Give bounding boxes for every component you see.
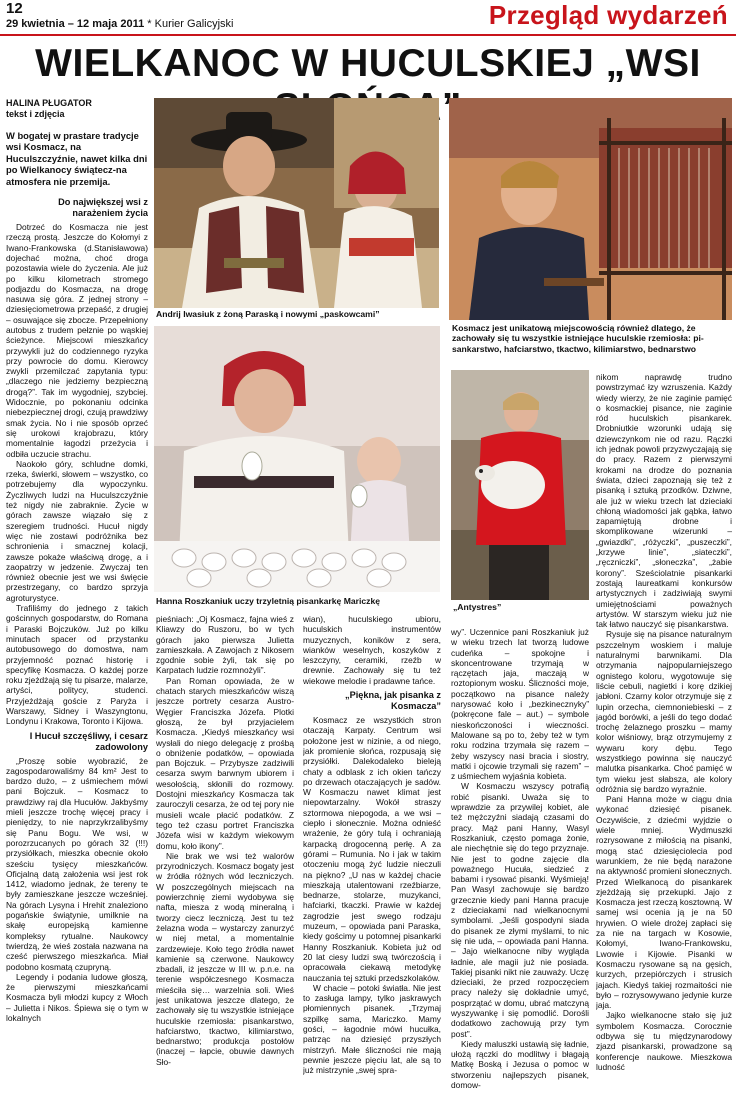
section-title: Przegląd wydarzeń — [488, 0, 728, 30]
paragraph: „Proszę sobie wyobrazić, że zagospodarowaliśmy 84 km² Jest to bardzo dużo, – z uśmiechem mówi pani Bojczuk. – Kosmacz to prawdziwy raj dla Hucułów. Jakbyśmy mieli jeszcze trochę więcej pracy i pieniędzy, to nie naprzykrzalibyśmy się Panu Bogu. We wsi, w porozrzucanych po górach 32 (!!!) przysiółkach, mieszka obecnie około sześciu tysięcy mieszkańców. Oficjalną datą założenia wsi jest rok 1412, wiadomo jednak, że tereny te były zamieszkane jeszcze wcześniej. Na górach Lysyna i Hrehit znaleziono pogańskie świątynie, umilknie na skałę europejską kamienne kompleksy rytualne. Naukowcy twierdzą, że wieś została nazwana na cześć pierwszego mieszkańca. Miał podobno kosmatą czupryną. — [6, 755, 148, 972]
page-number: 12 — [6, 0, 23, 17]
paragraph: wian), huculskiego ubioru, huculskich instrumentów muzycznych, koników z sera, wianków weselnych, koszyków z leszczyny, ceramiki, rzeźb w drewnie. Zachowały się tu też wiekowe melodie i pradawne tańce. — [303, 614, 441, 686]
caption-photo-couple: Andrij Iwasiuk z żoną Paraską i nowymi „paskowcami” — [156, 309, 380, 319]
photo-weaver — [449, 98, 732, 320]
header-rule — [0, 34, 736, 36]
paragraph: Kiedy maluszki ustawią się ładnie, ułożą rączki do modlitwy i błagają Matkę Boską i Jezusa o pomoc w stworzeniu najlepszych pisanek, domow- — [451, 1038, 589, 1091]
photo-couple — [154, 98, 439, 308]
paragraph: pieśniach: „Oj Kosmacz, fajna wieś z Kliawzy do Ruszoru, bo w tych górach jako pierwsza Julietta zamieszkała. A Zawojach z Nikosem zgodnie sobie żyli, tak się po Karpatach ludzie rozmnożyli”. — [156, 614, 294, 676]
dateline-separator: * — [144, 18, 155, 30]
paragraph: wy”. Uczennice pani Roszkaniuk już w wieku trzech lat tworzą ludowe cudeńka – spokojne i skoncentrowane trzymają w rączętach jaja, maczają w roztopionym wosku. Śliczności moje, początkowo na pisance należy narysować koło i „bezkinecznyky” (pokręcone fale – aut.) – symbole nieskończoności i wieczności. Malowane są po to, żeby też w tym roku rodzina trzymała się razem – żeby wszyscy nasi bracia i siostry, matki i ojcowie trzymali się razem” – z uśmiechem wyjaśnia kobieta. — [451, 627, 589, 782]
paragraph: Pani Hanna może w ciągu dnia wykonać dziesięć pisanek. Oczywiście, z dziećmi wyjdzie o wiele mniej. Wydmuszki rozrysowane z miłością na pisanki, mogą stać dziesięciolecia pod warunkiem, że nie będą narażone na aktywność promieni słonecznych. Przed Wielkanocą do pisankarek zjeżdżają się przekupki. Jajo z Kosmacza jest rzeczą kosztowną. W samej wsi ocenia ją je na 50 hrywien. O wiele drożej zapłaci się za nie na targach w Kosowie, Kołomyi, Iwano-Frankowsku, Lwowie i Kijowie. Pisanki w Kosmaczu rysowane są na gęsich, kurzych, przepiórczych i strusich jajach. Kiedyś takiej rozmaitości nie było – rozrysowywano jedynie kurze jaja. — [596, 794, 732, 1011]
subhead-2: I Hucuł szczęśliwy, i cesarz zadowolony — [29, 730, 148, 752]
caption-photo-weaver: Kosmacz jest unikatową miejscowością również dlatego, że zachowały się tu wszystkie istniejące huculskie rzemiosła: pi-sankarstwo, hafciarstwo, tkactwo, kilimiarstwo, bednarstwo — [452, 323, 704, 354]
paragraph: Naokoło góry, schludne domki, rzeka, świerki, słowem – wszystko, co potrzebujemy dla wypoczynku. Życzliwych ludzi na Huculszczyźnie też nigdy nie zabraknie. Życie w górach zawsze wiązało się z szeregiem trudności. Hucuł nigdy więc nie zostawi podróżnika bez schronienia i smacznej kolacji, zawsze pokaże właściwą drogę, a i zaopatrzy w jedzenie. Zwyczaj ten również obecnie jest we wsi święcie przestrzegany, co bardzo sprzyja agroturystyce. — [6, 458, 148, 603]
issue-date: 29 kwietnia – 12 maja 2011 — [6, 18, 145, 30]
paragraph: Dotrzeć do Kosmacza nie jest rzeczą prostą. Jeszcze do Kołomyi z Iwano-Frankowska (d.Stanisławowa) dojechać można, choć droga pozostawia wiele do życzenia. Ale już po kilku kilometrach stromego podjazdu do Kosmacza, na drogę nasuwa się góra. Z jednej strony – dziesięciometrowa przepaść, z drugiej – osuwające się zbocze. Przepełniony autobus z trudem pełznie po wąskiej ścieżynce. Miejscowi mieszkańcy przywykli już do codziennego ryzyka przy powrocie do domu. Kierowcy zwykli przemilczać zapytania typu: „dlaczego nie jedziemy bezpieczną drogą?”. Tak im wygodniej, szybciej. Widocznie, po pokonaniu odcinka niebezpiecznej drogi, czują prawdziwy smak życia. No i nie sposób oprzeć się urokowi krajobrazu, który momentalnie łagodzi przeżycia i odbiła uczucie strachu. — [6, 222, 148, 459]
page-header — [0, 0, 736, 36]
photo-weaver-image — [449, 98, 732, 320]
paragraph: Nie brak we wsi też walorów przyrodniczych. Kosmacz bogaty jest w źródła różnych wód leczniczych. W poszczególnych miejscach na powierzchnię ziemi wydobywa się nafta, miesza z wodą mineralną i tworzy ciecz leczniczą. Jest tu też żelazna woda – wystarczy zanurzyć w niej metal, a momentalnie zardzewieje. Koło tego źródła nawet kamienie są czerwone. Naukowcy zbadali, iż jeszcze w III w. p.n.e. na terenie współczesnego Kosmacza mieściła się… warzelnia soli. Wieś jest unikatowa jeszcze dlatego, że zachowały się tu wszystkie istniejące huculskie rzemiosła: pisankarstwo, hafciarstwo, tkactwo, kilimiarstwo, bednarstwo; produkcja postołów (inaczej – łapcie, obuwie dawnych Sło- — [156, 850, 294, 1067]
photo-antystres-image — [451, 370, 589, 600]
paragraph: W Kosmaczu wszyscy potrafią robić pisanki. Uważa się to wprawdzie za przywilej kobiet, ale też mężczyźni siadają czasami do pracy. Mąż pani Hanny, Wasyl Roszkaniuk, często pomaga żonie, ale niechętnie się do tego przyznaje. Nie jest to godne zajęcie dla poważnego Hucuła, siedzieć z babami i rysować pisanki. Wyśmieją! Pan Wasyl zachowuje się bardzo grzecznie kiedy pani Hanna pracuje z dzieciakami nad wielkanocnymi symbolami. „Jeśli gospodyni siada do pisanek ze złymi myślami, to nic się nie uda, – opowiada pani Hanna. – Jajo wielkanocne niby wygląda ładnie, ale magii już nie posiada. Takiej pisanki nikt nie zauważy. Uczę dzieciaki, że przed rozpoczęciem pracy należy się dokładnie umyć, posprzątać w domu, ubrać matczyną wyszywankę i się pomodlić. Dorośli dodatkowo zachowują przy tym post”. — [451, 781, 589, 1039]
paragraph: Trafiliśmy do jednego z takich gościnnych gospodarstw, do Romana i Paraski Bojczuków. Już po kilku minutach spacer od przystanku autobusowego do domostwa, nam przyjemność poznać historię i specyfikę Kosmacza. O każdej porze roku zjeżdżają się tu pisarze, malarze, artyści, politycy, studenci. Przyjeżdżają goście z Paryża i Warszawy, Sidney i Waszyngtonu, Londynu i Krakowa, Toronto i Kijowa. — [6, 603, 148, 727]
paragraph: Jajko wielkanocne stało się już symbolem Kosmacza. Corocznie odbywa się tu międzynarodowy zjazd pisankarski, prowadzone są konferencje naukowe. Mieszkowa ludność — [596, 1010, 732, 1072]
article-headline: WIELKANOC W HUCULSKIEJ „WSI — [35, 42, 701, 85]
dateline — [6, 18, 233, 30]
byline-note: tekst i zdjęcia — [6, 109, 65, 119]
paragraph: Rysuje się na pisance naturalnym pszczelnym woskiem i maluje naturalnymi barwnikami. Dla otrzymania najpopularniejszego ognistego koloru, wygotowuje się liście cebuli, nagietki i korę dzikiej jabłoni. Czarny kolor otrzymuje się z lupin orzecha, ciemnoniebieski – z jagód borówki, a jeśli do tego dodać trochę żelaznego proszku – mamy kolor wiśniowy, brąz otrzymujemy z wywaru kory dębu. Tego wszystkiego powinna się nauczyć malutka pisankarka. Choć pamięć w tym wieku jest słabsza, ale kolory odróżnia się bardzo wyraźnie. — [596, 629, 732, 794]
caption-photo-pisanki-lesson: Hanna Roszkaniuk uczy trzyletnią pisankarkę Mariczkę — [156, 596, 381, 606]
author-name: HALINA PŁUGATOR — [6, 98, 92, 108]
column-3 — [303, 614, 441, 1103]
photo-antystres — [451, 370, 589, 600]
column-2 — [156, 614, 294, 1103]
paragraph: Legendy i podania ludowe głoszą, że pierwszymi mieszkańcami Kosmacza byli młodzi kupcy z Włoch – Julietta i Nikos. Śpiewa się o tym w lokalnych — [6, 971, 148, 1023]
column-1 — [6, 98, 148, 1103]
subhead-3: „Piękna, jak pisanka z Kosmacza” — [344, 690, 441, 712]
photo-pisanki-lesson — [154, 326, 440, 592]
paragraph: Pan Roman opowiada, że w chatach starych mieszkańców wiszą jeszcze portrety cesarza Austro-Węgier Franciszka Józefa. Plotki głoszą, że był przyjacielem Kosmacza. „Kiedyś mieszkańcy wsi wysłali do niego delegację z prośbą o obniżenie podatków, – opowiada pan Bojczuk. – Przybysze zadziwili cesarza swym barwnym ubiorem i wesołością, skłonili do rozmowy. Dostojni mieszkańcy Kosmacza tak zauroczyli cesarza, że od tej pory nie musieli wcale płacić podatków. Z tego też czasu portret Franciszka Józefa wisi w każdym wiekowym domu, koło ikony”. — [156, 675, 294, 851]
paragraph: Kosmacz ze wszystkich stron otaczają Karpaty. Centrum wsi położone jest w nizinie, a od niego, jak promienie słońca, rozpusają się przysiółki. Dalekodaleko bieleją chaty a odblask z ich okien tańczy po drzewach otaczających je sadów. W Kosmaczu nawet klimat jest niepowtarzalny. Wokół straszy sztormowa niepogoda, a we wsi – ciepło i słonecznie. Można odnieść wrażenie, że góry tulą i ochraniają karpacką drogocenną perłę. A za górami – Rumunia. No i jak w takim otoczeniu mogą żyć ludzie nieczuli na piękno? „U nas w każdej chacie mieszkają utalentowani rzeźbiarze, bednarze, stolarze, muzykanci, hafciarki, tkaczki. Prawie w każdej zagrodzie jest swego rodzaju muzeum, – opowiada pani Paraska, kiedy gościmy u potomnej pisankarki Hanny Roszkaniuk. Kobieta już od 20 lat ciesy ludzi swą twórczością i opracowała ciekawą metodykę nauczania tej sztuki przedszkolaków. — [303, 715, 441, 983]
photo-pisanki-lesson-image — [154, 326, 440, 592]
paragraph: nikom naprawdę trudno powstrzymać łzy wzruszenia. Każdy wiedy wierzy, że nie zaginie pamięć o kosmackiej pisance, nie zaginie ród huculskich pisankarek. Drobniutkie wzorunki udają się dziewczynkom nie od razu. Rączki ich jednak powoli przyzwyczajają się do pracy. Razem z pierwszymi krokami na drodze do poznania świata, dzieci zapoznają się też z pisanką i sztuką przodków. Dziwne, ale już w wieku trzech lat dzieciaki chłoną wiadomości jak gąbka, łatwo zapamiętują drobne i skomplikowane wizerunki – „gwiazdki”, „różyczki”, „puszeczki”, „krzywe linie”, „siateczki”, „ręczniczki”, „słoneczka”, „żabie korony”. Sześciolatnie pisankarki zostają laureatkami konkursów artystycznych i zadziwiają swymi umiejętnościami poważnych artystów. W starszym wieku już nie tak łatwo nauczyć się pisankarstwa. — [596, 372, 732, 630]
caption-photo-antystres: „Antystres” — [453, 602, 502, 612]
photo-couple-image — [154, 98, 439, 308]
byline — [6, 98, 148, 120]
paper-name: Kurier Galicyjski — [154, 18, 234, 30]
lead-paragraph: W bogatej w prastare tradycje wsi Kosmacz, na Huculszczyźnie, nawet kilka dni po Wielkanocy świątecz-na atmosfera nie przemija. — [6, 130, 148, 187]
paragraph: W chacie – potoki światła. Nie jest to zasługa lampy, tylko jaskrawych płomiennych pisanek. „Trzymaj szpilkę sama, Mariczko. Mamy gości, – łagodnie mówi hucułka, patrząc na dziesięć przyszłych mistrzyń. Małe śliczności nie mają pewnie jeszcze pięciu lat, ale są to już mistrzynie „swej spra- — [303, 982, 441, 1076]
subhead-1: Do największej wsi z narażeniem życia — [58, 197, 148, 219]
column-4 — [451, 627, 589, 1103]
column-5 — [596, 372, 732, 1103]
